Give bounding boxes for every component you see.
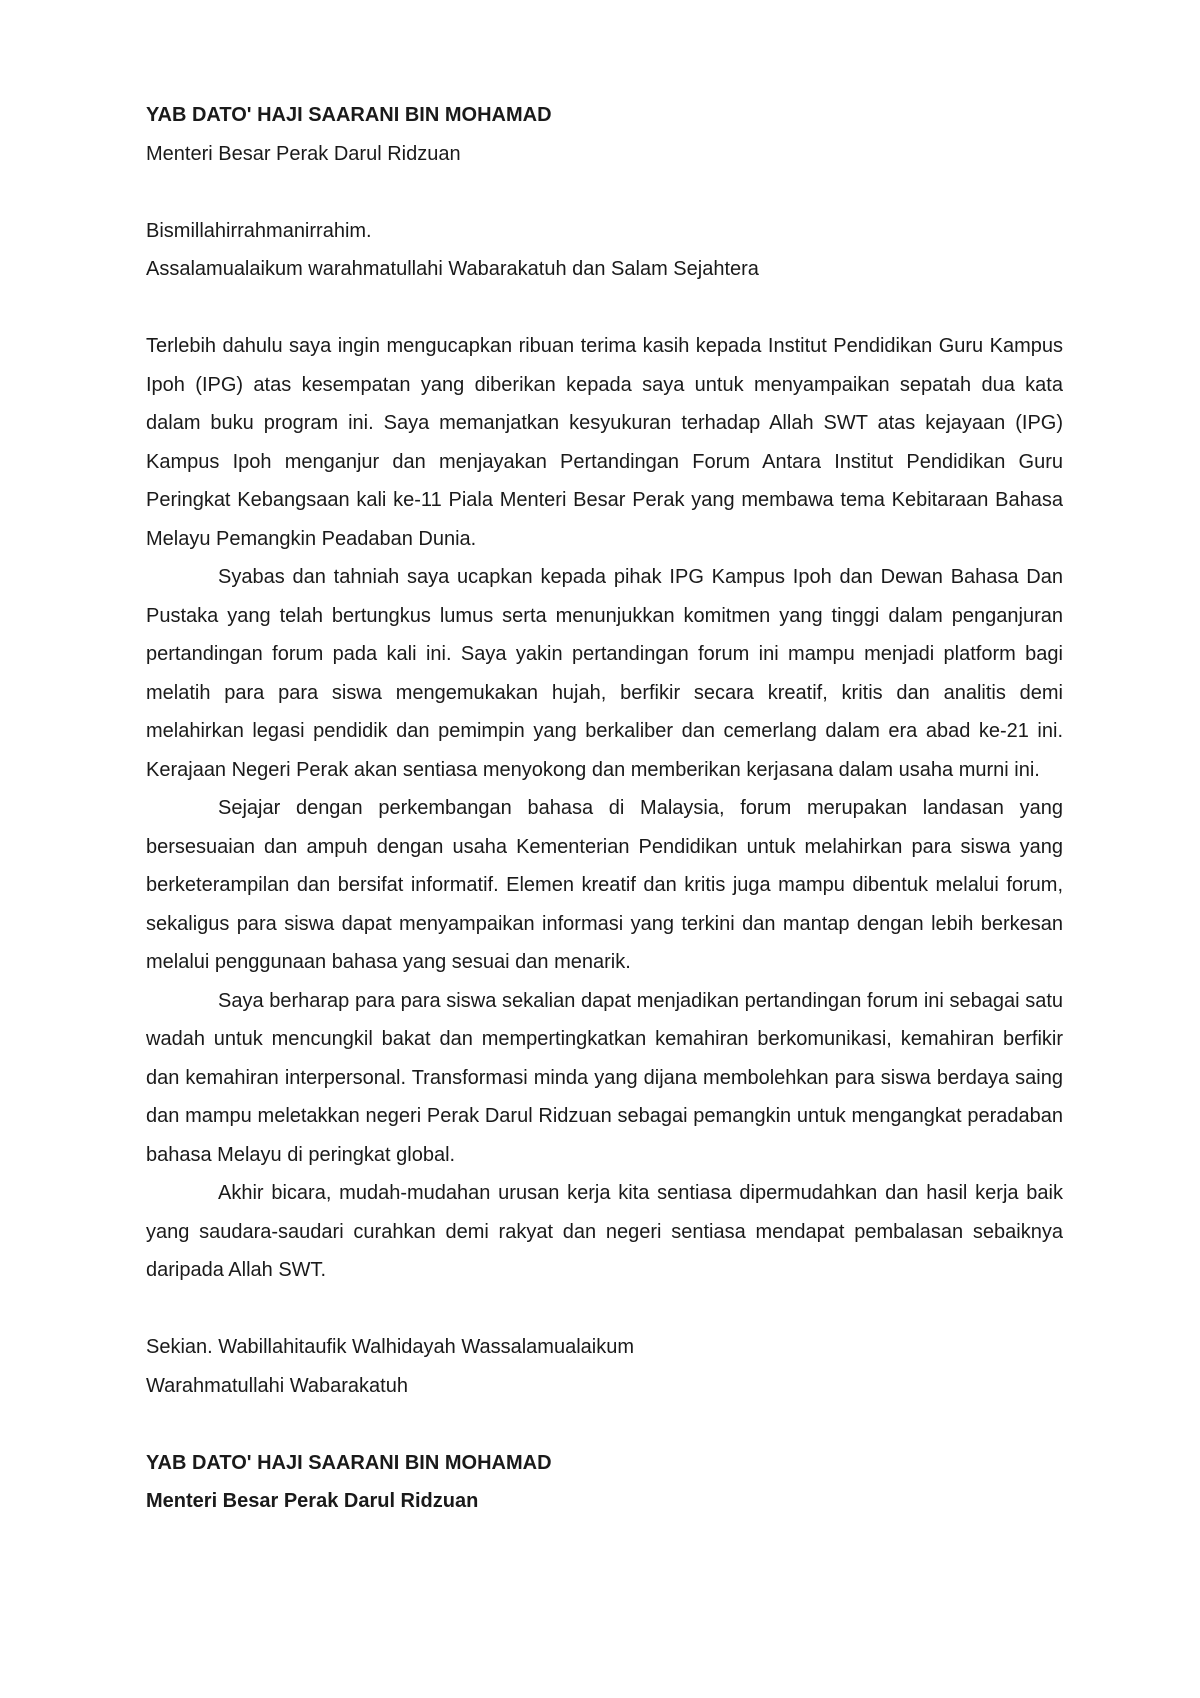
signature-title: Menteri Besar Perak Darul Ridzuan bbox=[146, 1490, 479, 1512]
body-paragraph-5: Akhir bicara, mudah-mudahan urusan kerja kita sentiasa dipermudahkan dan hasil kerja baik yang saudara-saudari curahkan demi rakyat dan negeri sentiasa mendapat pembalasan sebaiknya daripada Allah SWT. bbox=[146, 1182, 1063, 1281]
header-name: YAB DATO' HAJI SAARANI BIN MOHAMAD bbox=[146, 104, 552, 126]
body-paragraph-4: Saya berharap para para siswa sekalian dapat menjadikan pertandingan forum ini sebagai satu wadah untuk mencungkil bakat dan mempertingkatkan kemahiran berkomunikasi, kemahiran berfikir dan kemahiran interpersonal. Transformasi minda yang dijana membolehkan para siswa berdaya saing dan mampu meletakkan negeri Perak Darul Ridzuan sebagai pemangkin untuk mengangkat peradaban bahasa Melayu di peringkat global. bbox=[146, 989, 1063, 1166]
spacer bbox=[146, 1405, 1063, 1444]
body-paragraph-2: Syabas dan tahniah saya ucapkan kepada pihak IPG Kampus Ipoh dan Dewan Bahasa Dan Pustaka yang telah bertungkus lumus serta menunjukkan komitmen yang tinggi dalam penganjuran pertandingan forum pada kali ini. Saya yakin pertandingan forum ini mampu menjadi platform bagi melatih para para siswa mengemukakan hujah, berfikir secara kreatif, kritis dan analitis demi melahirkan legasi pendidik dan pemimpin yang berkaliber dan cemerlang dalam era abad ke-21 ini. Kerajaan Negeri Perak akan sentiasa menyokong dan memberikan kerjasana dalam usaha murni ini. bbox=[146, 566, 1063, 781]
greeting-salam: Assalamualaikum warahmatullahi Wabarakatuh dan Salam Sejahtera bbox=[146, 258, 759, 280]
greeting-bismillah: Bismillahirrahmanirrahim. bbox=[146, 219, 372, 242]
header-title: Menteri Besar Perak Darul Ridzuan bbox=[146, 142, 461, 165]
spacer bbox=[146, 1290, 1063, 1329]
spacer bbox=[146, 173, 1063, 212]
closing-line-1: Sekian. Wabillahitaufik Walhidayah Wassalamualaikum bbox=[146, 1336, 634, 1358]
document-page bbox=[146, 96, 1063, 1521]
body-paragraph-1: Terlebih dahulu saya ingin mengucapkan ribuan terima kasih kepada Institut Pendidikan Guru Kampus Ipoh (IPG) atas kesempatan yang diberikan kepada saya untuk menyampaikan sepatah dua kata dalam buku program ini. Saya memanjatkan kesyukuran terhadap Allah SWT atas kejayaan (IPG) Kampus Ipoh menganjur dan menjayakan Pertandingan Forum Antara Institut Pendidikan Guru Peringkat Kebangsaan kali ke-11 Piala Menteri Besar Perak yang membawa tema Kebitaraan Bahasa Melayu Pemangkin Peadaban Dunia. bbox=[146, 335, 1063, 550]
closing-line-2: Warahmatullahi Wabarakatuh bbox=[146, 1374, 408, 1397]
signature-name: YAB DATO' HAJI SAARANI BIN MOHAMAD bbox=[146, 1451, 552, 1474]
body-paragraph-3: Sejajar dengan perkembangan bahasa di Malaysia, forum merupakan landasan yang bersesuaian dan ampuh dengan usaha Kementerian Pendidikan untuk melahirkan para siswa yang berketerampilan dan bersifat informatif. Elemen kreatif dan kritis juga mampu dibentuk melalui forum, sekaligus para siswa dapat menyampaikan informasi yang terkini dan mantap dengan lebih berkesan melalui penggunaan bahasa yang sesuai dan menarik. bbox=[146, 797, 1063, 973]
spacer bbox=[146, 289, 1063, 328]
